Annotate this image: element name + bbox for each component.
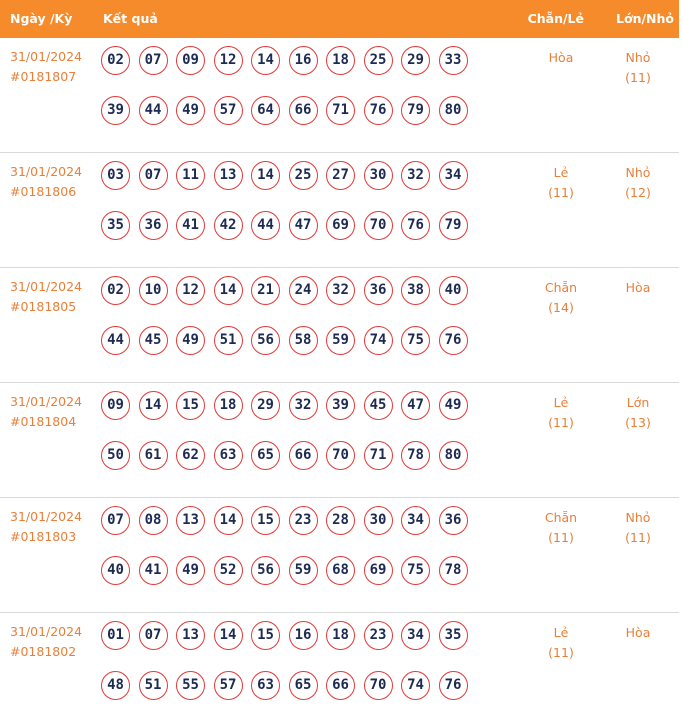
even-odd-cell	[531, 508, 591, 548]
number-ball: 41	[139, 556, 168, 585]
number-ball: 50	[101, 441, 130, 470]
number-ball: 51	[214, 326, 243, 355]
number-ball: 80	[439, 441, 468, 470]
number-ball: 76	[364, 96, 393, 125]
draw-id: #0181802	[10, 644, 77, 659]
result-numbers	[101, 276, 491, 376]
number-ball: 42	[214, 211, 243, 240]
even-odd-cell	[531, 393, 591, 433]
even-odd-result: Lẻ	[553, 395, 569, 410]
number-ball: 13	[214, 161, 243, 190]
number-ball: 27	[326, 161, 355, 190]
draw-id: #0181806	[10, 184, 77, 199]
even-odd-result: Chẵn	[544, 510, 578, 525]
big-small-result: Lớn	[626, 395, 650, 410]
result-numbers	[101, 391, 491, 491]
number-ball: 64	[251, 96, 280, 125]
number-ball: 49	[176, 326, 205, 355]
number-ball: 01	[101, 621, 130, 650]
number-ball: 30	[364, 161, 393, 190]
number-ball: 66	[289, 441, 318, 470]
number-ball: 18	[326, 621, 355, 650]
number-ball: 45	[364, 391, 393, 420]
number-ball: 56	[251, 326, 280, 355]
number-ball: 63	[214, 441, 243, 470]
number-ball: 12	[214, 46, 243, 75]
number-ball: 71	[326, 96, 355, 125]
big-small-count: (11)	[625, 530, 651, 545]
big-small-cell	[608, 393, 668, 433]
number-ball: 13	[176, 506, 205, 535]
number-ball: 45	[139, 326, 168, 355]
big-small-count: (11)	[625, 70, 651, 85]
number-ball: 65	[251, 441, 280, 470]
even-odd-cell	[531, 623, 591, 663]
number-ball: 18	[326, 46, 355, 75]
even-odd-result: Chẵn	[544, 280, 578, 295]
draw-id: #0181803	[10, 529, 77, 544]
number-ball: 14	[214, 506, 243, 535]
number-ball: 15	[176, 391, 205, 420]
draw-date: 31/01/2024	[10, 394, 83, 409]
number-ball: 47	[289, 211, 318, 240]
number-ball: 34	[401, 506, 430, 535]
number-ball: 71	[364, 441, 393, 470]
number-ball: 79	[401, 96, 430, 125]
number-ball: 49	[176, 556, 205, 585]
number-ball: 69	[326, 211, 355, 240]
big-small-count: (13)	[625, 415, 651, 430]
number-ball: 10	[139, 276, 168, 305]
draw-id: #0181807	[10, 69, 77, 84]
number-ball: 79	[439, 211, 468, 240]
number-ball: 70	[364, 211, 393, 240]
number-ball: 65	[289, 671, 318, 700]
table-row	[0, 498, 679, 613]
even-odd-count: (11)	[548, 415, 574, 430]
number-ball: 78	[439, 556, 468, 585]
number-ball: 36	[439, 506, 468, 535]
result-numbers	[101, 621, 491, 721]
big-small-result: Hòa	[625, 280, 651, 295]
number-ball: 02	[101, 46, 130, 75]
number-ball: 61	[139, 441, 168, 470]
number-ball: 55	[176, 671, 205, 700]
big-small-cell	[608, 163, 668, 203]
draw-date: 31/01/2024	[10, 279, 83, 294]
number-ball: 23	[289, 506, 318, 535]
number-ball: 75	[401, 326, 430, 355]
number-ball: 68	[326, 556, 355, 585]
number-ball: 38	[401, 276, 430, 305]
number-ball: 09	[101, 391, 130, 420]
number-ball: 15	[251, 621, 280, 650]
number-ball: 59	[326, 326, 355, 355]
number-ball: 02	[101, 276, 130, 305]
number-ball: 48	[101, 671, 130, 700]
number-ball: 09	[176, 46, 205, 75]
number-ball: 18	[214, 391, 243, 420]
even-odd-count: (11)	[548, 185, 574, 200]
big-small-cell	[608, 278, 668, 298]
number-ball: 34	[401, 621, 430, 650]
result-numbers	[101, 46, 491, 146]
even-odd-cell	[531, 163, 591, 203]
number-ball: 40	[439, 276, 468, 305]
number-ball: 07	[139, 161, 168, 190]
number-ball: 40	[101, 556, 130, 585]
even-odd-cell	[531, 278, 591, 318]
number-ball: 32	[326, 276, 355, 305]
table-row	[0, 613, 679, 727]
big-small-result: Nhỏ	[625, 50, 651, 65]
number-ball: 69	[364, 556, 393, 585]
table-row	[0, 383, 679, 498]
number-ball: 58	[289, 326, 318, 355]
number-ball: 35	[439, 621, 468, 650]
number-ball: 03	[101, 161, 130, 190]
number-ball: 34	[439, 161, 468, 190]
number-ball: 32	[401, 161, 430, 190]
number-ball: 29	[251, 391, 280, 420]
table-header	[0, 0, 679, 38]
number-ball: 25	[364, 46, 393, 75]
draw-id: #0181804	[10, 414, 77, 429]
number-ball: 14	[139, 391, 168, 420]
number-ball: 08	[139, 506, 168, 535]
number-ball: 11	[176, 161, 205, 190]
number-ball: 07	[139, 46, 168, 75]
number-ball: 21	[251, 276, 280, 305]
number-ball: 23	[364, 621, 393, 650]
big-small-cell	[608, 623, 668, 643]
number-ball: 29	[401, 46, 430, 75]
number-ball: 12	[176, 276, 205, 305]
table-row	[0, 38, 679, 153]
number-ball: 56	[251, 556, 280, 585]
draw-id: #0181805	[10, 299, 77, 314]
header-big-small: Lớn/Nhỏ	[616, 11, 674, 26]
even-odd-count: (11)	[548, 645, 574, 660]
result-numbers	[101, 161, 491, 261]
number-ball: 49	[439, 391, 468, 420]
number-ball: 63	[251, 671, 280, 700]
big-small-cell	[608, 48, 668, 88]
number-ball: 39	[101, 96, 130, 125]
number-ball: 66	[326, 671, 355, 700]
number-ball: 33	[439, 46, 468, 75]
even-odd-count: (11)	[548, 530, 574, 545]
number-ball: 80	[439, 96, 468, 125]
number-ball: 39	[326, 391, 355, 420]
even-odd-result: Hòa	[548, 50, 574, 65]
result-numbers	[101, 506, 491, 606]
number-ball: 36	[139, 211, 168, 240]
number-ball: 13	[176, 621, 205, 650]
table-row	[0, 268, 679, 383]
number-ball: 32	[289, 391, 318, 420]
number-ball: 15	[251, 506, 280, 535]
number-ball: 35	[101, 211, 130, 240]
number-ball: 76	[439, 326, 468, 355]
number-ball: 44	[101, 326, 130, 355]
number-ball: 16	[289, 621, 318, 650]
number-ball: 66	[289, 96, 318, 125]
number-ball: 74	[364, 326, 393, 355]
number-ball: 07	[139, 621, 168, 650]
number-ball: 25	[289, 161, 318, 190]
number-ball: 74	[401, 671, 430, 700]
number-ball: 16	[289, 46, 318, 75]
big-small-result: Hòa	[625, 625, 651, 640]
number-ball: 14	[251, 161, 280, 190]
number-ball: 70	[326, 441, 355, 470]
number-ball: 76	[401, 211, 430, 240]
header-date: Ngày /Kỳ	[10, 11, 73, 26]
draw-date: 31/01/2024	[10, 624, 83, 639]
big-small-result: Nhỏ	[625, 165, 651, 180]
number-ball: 36	[364, 276, 393, 305]
even-odd-result: Lẻ	[553, 625, 569, 640]
number-ball: 57	[214, 671, 243, 700]
number-ball: 75	[401, 556, 430, 585]
number-ball: 14	[251, 46, 280, 75]
number-ball: 07	[101, 506, 130, 535]
number-ball: 51	[139, 671, 168, 700]
table-body	[0, 38, 679, 727]
number-ball: 70	[364, 671, 393, 700]
number-ball: 28	[326, 506, 355, 535]
draw-date: 31/01/2024	[10, 509, 83, 524]
even-odd-cell	[531, 48, 591, 68]
number-ball: 41	[176, 211, 205, 240]
number-ball: 49	[176, 96, 205, 125]
draw-date: 31/01/2024	[10, 49, 83, 64]
big-small-result: Nhỏ	[625, 510, 651, 525]
number-ball: 76	[439, 671, 468, 700]
draw-date: 31/01/2024	[10, 164, 83, 179]
number-ball: 52	[214, 556, 243, 585]
number-ball: 44	[251, 211, 280, 240]
number-ball: 14	[214, 276, 243, 305]
number-ball: 14	[214, 621, 243, 650]
number-ball: 47	[401, 391, 430, 420]
number-ball: 24	[289, 276, 318, 305]
number-ball: 78	[401, 441, 430, 470]
big-small-count: (12)	[625, 185, 651, 200]
even-odd-result: Lẻ	[553, 165, 569, 180]
even-odd-count: (14)	[548, 300, 574, 315]
number-ball: 59	[289, 556, 318, 585]
number-ball: 30	[364, 506, 393, 535]
number-ball: 62	[176, 441, 205, 470]
table-row	[0, 153, 679, 268]
big-small-cell	[608, 508, 668, 548]
number-ball: 57	[214, 96, 243, 125]
header-result: Kết quả	[103, 11, 158, 26]
header-even-odd: Chẵn/Lẻ	[527, 11, 584, 26]
number-ball: 44	[139, 96, 168, 125]
